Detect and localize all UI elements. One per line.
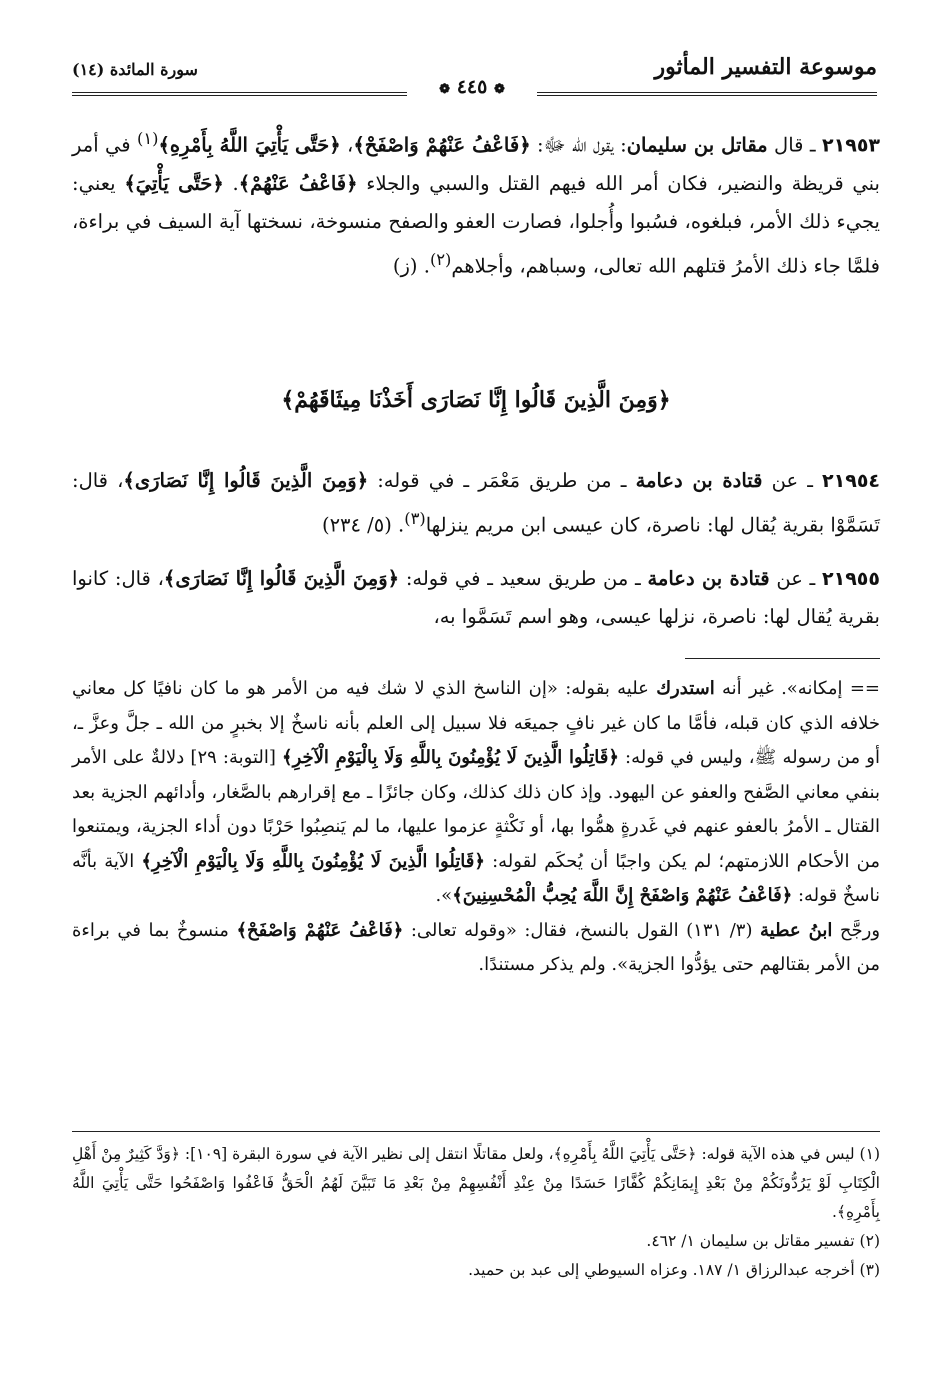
entry-text: يعني: يجيء ذلك الأمر، فبلغوه، فسُبوا وأُجلوا، فصارت العفو والصفح منسوخة، نسختها آية السيف في براءة، فلمَّا جاء ذلك الأمرُ قتلهم الله تعالى، وسباهم، وأجلاهم xyxy=(72,171,880,277)
note-text: ». xyxy=(435,885,453,906)
entry-intro: ـ عن xyxy=(762,469,823,492)
entry-text: . (ز) xyxy=(392,254,430,277)
commentary-notes xyxy=(72,672,880,983)
quran-quote: ﴿وَدَّ كَثِيرٌ مِنْ أَهْلِ الْكِتَابِ لَوْ يَرُدُّونَكُمْ مِنْ بَعْدِ إِيمَانِكُمْ كُفَّارًا حَسَدًا مِنْ عِنْدِ أَنْفُسِهِمْ مِنْ بَعْدِ مَا تَبَيَّنَ لَهُمُ الْحَقُّ فَاعْفُوا وَاصْفَحُوا حَتَّى يَأْتِيَ اللَّهُ بِأَمْرِهِ﴾ xyxy=(72,1145,880,1221)
quran-quote: ﴿قَاتِلُوا الَّذِينَ لَا يُؤْمِنُونَ بِاللَّهِ وَلَا بِالْيَوْمِ الْآخِرِ﴾ xyxy=(282,747,619,768)
entry-paragraph xyxy=(72,560,880,636)
entry-text: ـ من طريق مَعْمَر ـ في قوله: xyxy=(368,469,636,492)
narrator-name: قتادة بن دعامة xyxy=(635,469,763,492)
footnotes xyxy=(72,1140,880,1285)
entry-text: ، قال: تَسَمَّوْا بقرية يُقال لها: ناصرة، كان عيسى ابن مريم ينزلها xyxy=(72,469,880,537)
entry-text: . xyxy=(223,171,239,195)
footnote-text: (١) ليس في هذه الآية قوله: xyxy=(696,1145,880,1163)
surah-label: سورة المائدة (١٤) xyxy=(72,60,198,79)
footnote-text: . xyxy=(831,1203,837,1221)
footnote-separator xyxy=(72,1131,880,1132)
note-text: ورجَّح xyxy=(832,919,881,941)
note-paragraph xyxy=(72,672,880,914)
page-number: ٤٤٥ xyxy=(456,76,488,98)
narrator-name: قتادة بن دعامة xyxy=(647,567,770,590)
ornament-icon: ❁ xyxy=(493,82,505,97)
entry-intro: ـ عن xyxy=(769,567,823,590)
footnote-ref: (١) xyxy=(137,129,159,148)
footnote-ref: (٢) xyxy=(429,249,452,269)
entry-text: ـ من طريق سعيد ـ في قوله: xyxy=(399,567,648,590)
entry-number: ٢١٩٥٤ xyxy=(822,470,881,492)
quran-quote: ﴿وَمِنَ الَّذِينَ قَالُوا إِنَّا نَصَارَى﴾ xyxy=(123,469,369,492)
quran-quote: ﴿وَمِنَ الَّذِينَ قَالُوا إِنَّا نَصَارَى﴾ xyxy=(163,567,400,590)
entry-paragraph xyxy=(72,120,880,285)
entry-text: : يقول الله ﷻ: xyxy=(530,133,627,157)
quran-quote: ﴿حَتَّى يَأْتِيَ﴾ xyxy=(124,171,224,195)
entry-text: في أمر بني قريظة والنضير، فكان أمر الله فيهم القتل والسبي والجلاء xyxy=(72,133,880,195)
quran-quote: ﴿حَتَّى يَأْتِيَ اللَّهُ بِأَمْرِهِ﴾ xyxy=(553,1145,697,1163)
note-text: منسوخٌ بما في براءة من الأمر بقتالهم حتى يؤدُّوا الجزية». ولم يذكر مستندًا. xyxy=(72,919,880,975)
note-paragraph xyxy=(72,914,880,983)
note-text: (٣/ ١٣١) القول بالنسخ، فقال: «وقوله تعالى: xyxy=(403,919,760,941)
quran-quote: ﴿فَاعْفُ عَنْهُمْ﴾ xyxy=(238,171,358,195)
note-text: == إمكانه». غير أنه xyxy=(714,678,880,699)
notes-separator xyxy=(685,658,880,659)
entry-intro: ـ قال xyxy=(767,133,823,157)
quran-quote: ﴿فَاعْفُ عَنْهُمْ وَاصْفَحْ﴾ xyxy=(353,133,531,157)
footnote-text: ، ولعل مقاتلًا انتقل إلى نظير الآية في سورة البقرة [١٠٩]: xyxy=(179,1145,554,1163)
footnote-1 xyxy=(72,1140,880,1227)
entry-paragraph xyxy=(72,462,880,545)
quran-quote: ﴿فَاعْفُ عَنْهُمْ وَاصْفَحْ إِنَّ اللَّهَ يُحِبُّ الْمُحْسِنِينَ﴾ xyxy=(452,885,793,906)
note-text: [التوبة: ٢٩] دلالةٌ على الأمر بنفي معاني الصَّفح والعفو عن اليهود. وإذ كان ذلك كذلك، وكان جائزًا ـ مع إقرارهم بالصَّغار، وأدائهم الجزية بعد القتال ـ الأمرُ بالعفو عنهم في غَدرةٍ همُّوا بها، أو نَكْثةٍ عزموا عليها، ما لم يَنصِبُوا حَرْبًا دون أداء الجزية، ويمتنعوا من الأحكام اللازمتهم؛ لم يكن واجبًا أن يُحكَم لقوله: xyxy=(72,747,881,872)
book-title: موسوعة التفسير المأثور xyxy=(654,54,877,80)
quran-quote: ﴿حَتَّى يَأْتِيَ اللَّهُ بِأَمْرِهِ﴾ xyxy=(158,133,341,157)
footnote-3: (٣) أخرجه عبدالرزاق ١/ ١٨٧. وعزاه السيوطي إلى عبد بن حميد. xyxy=(468,1261,880,1279)
quran-quote: ﴿فَاعْفُ عَنْهُمْ وَاصْفَحْ﴾ xyxy=(236,919,404,941)
entry-text: ، قال: كانوا بقرية يُقال لها: ناصرة، نزلها عيسى، وهو اسم تَسَمَّوا به، xyxy=(72,567,880,628)
footnote-ref: (٣) xyxy=(404,509,426,528)
ornament-icon: ❁ xyxy=(439,82,451,97)
entry-21953 xyxy=(72,120,880,285)
entry-number: ٢١٩٥٣ xyxy=(822,134,881,157)
footnote-2: (٢) تفسير مقاتل بن سليمان ١/ ٤٦٢. xyxy=(646,1232,880,1250)
verse-heading: ﴿وَمِنَ الَّذِينَ قَالُوا إِنَّا نَصَارَى أَخَذْنَا مِيثَاقَهُمْ﴾ xyxy=(281,387,671,413)
quran-quote: ﴿قَاتِلُوا الَّذِينَ لَا يُؤْمِنُونَ بِاللَّهِ وَلَا بِالْيَوْمِ الْآخِرِ﴾ xyxy=(141,850,485,872)
entry-21955 xyxy=(72,560,880,636)
note-text: عليه بقوله: «إن الناسخ الذي لا شك فيه من الأمر هو ما كان نافيًا كل معاني خلافه الذي كان قبله، فأمَّا ما كان غير نافٍ جميعَه فلا سبيل إلى العلم بأنه ناسخٌ إلا بخبرٍ من الله ـ جلَّ وعزَّ ـ، أو من رسوله ﷺ، وليس في قوله: xyxy=(72,678,880,768)
entry-text: . (٥/ ٢٣٤) xyxy=(321,513,405,537)
entry-text: ، xyxy=(340,133,354,157)
note-keyword: استدرك xyxy=(656,678,715,699)
note-keyword: ابنُ عطية xyxy=(759,919,833,941)
entry-number: ٢١٩٥٥ xyxy=(822,568,880,590)
narrator-name: مقاتل بن سليمان xyxy=(626,133,768,157)
note-text: الآية بأنَّه ناسخٌ قوله: xyxy=(72,850,880,906)
entry-21954 xyxy=(72,462,880,545)
page-header xyxy=(72,48,877,108)
page-number-box xyxy=(407,76,537,98)
